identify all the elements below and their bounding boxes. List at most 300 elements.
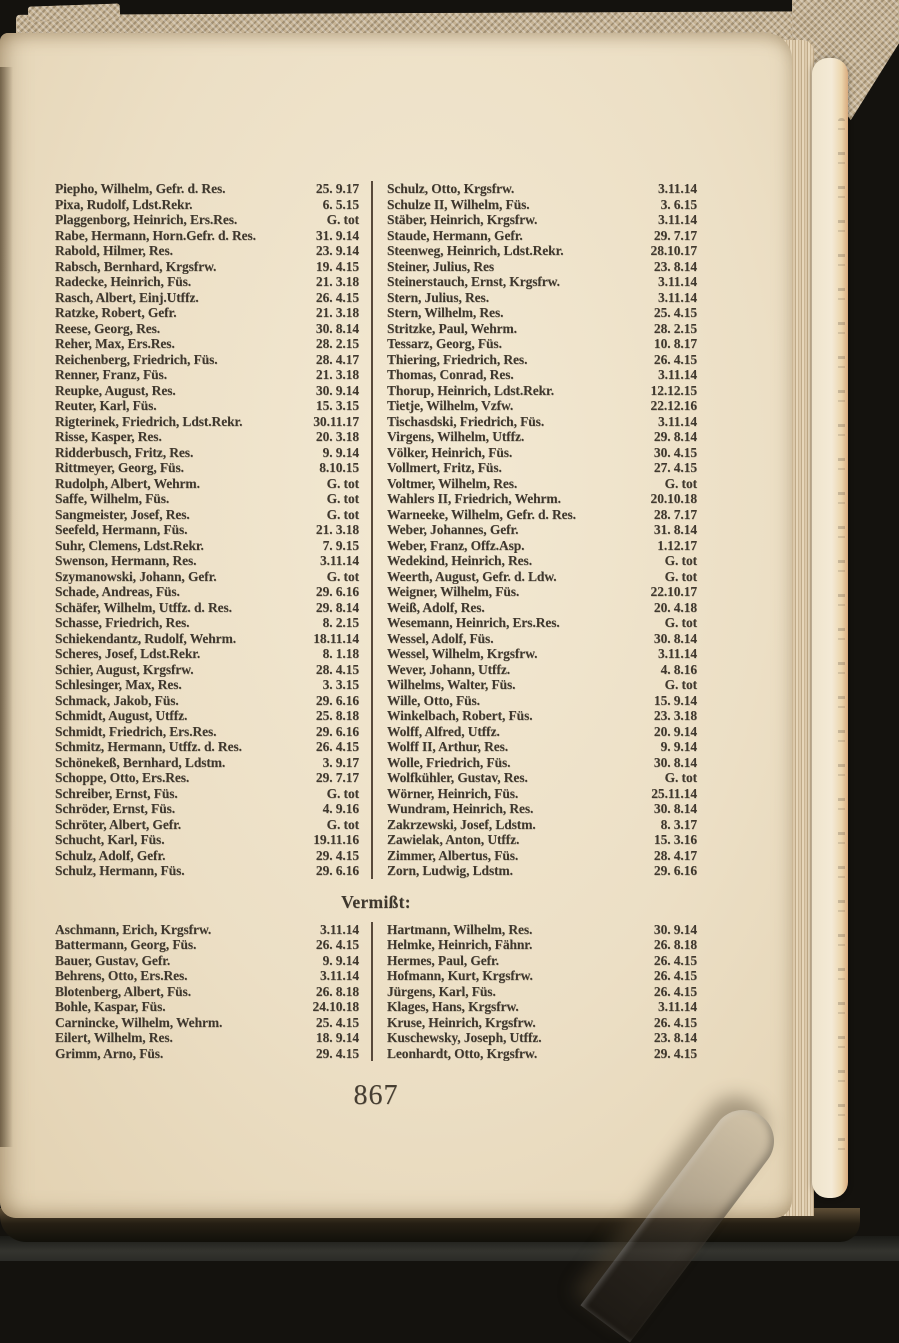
missing-date: 9. 9.14 xyxy=(322,952,359,968)
casualty-entry xyxy=(387,646,697,662)
casualty-date: 3.11.14 xyxy=(657,646,697,661)
casualty-date: G. tot xyxy=(326,491,359,506)
soldier-name: Schreiber, Ernst, Füs. xyxy=(55,785,178,801)
missing-entry xyxy=(55,953,359,969)
casualty-date: 12.12.15 xyxy=(650,382,697,398)
missing-date: 26. 4.15 xyxy=(653,1014,697,1030)
soldier-name: Seefeld, Hermann, Füs. xyxy=(55,522,188,537)
casualty-date: 20. 9.14 xyxy=(653,723,697,739)
casualty-date: 1.12.17 xyxy=(657,537,697,553)
soldier-name: Swenson, Hermann, Res. xyxy=(55,553,197,568)
casualty-date: 3.11.14 xyxy=(657,274,697,289)
casualty-entry xyxy=(387,693,697,709)
casualty-entry xyxy=(55,569,359,585)
soldier-name: Tischasdski, Friedrich, Füs. xyxy=(387,413,545,429)
missing-entry xyxy=(55,1015,359,1031)
soldier-name: Hermes, Paul, Gefr. xyxy=(387,952,499,968)
soldier-name: Schlesinger, Max, Res. xyxy=(55,677,182,692)
missing-date: 26. 4.15 xyxy=(315,937,359,952)
casualty-entry xyxy=(55,786,359,802)
soldier-name: Wesemann, Heinrich, Ers.Res. xyxy=(387,615,560,630)
soldier-name: Reese, Georg, Res. xyxy=(55,320,161,336)
soldier-name: Hartmann, Wilhelm, Res. xyxy=(387,921,533,937)
soldier-name: Helmke, Heinrich, Fähnr. xyxy=(387,937,533,952)
missing-entry xyxy=(387,937,697,953)
casualty-date: 21. 3.18 xyxy=(315,274,359,289)
casualty-date: 28. 7.17 xyxy=(653,506,697,522)
section-heading-vermisst: Vermißt: xyxy=(341,891,411,912)
missing-entry xyxy=(55,937,359,953)
casualty-date: G. tot xyxy=(664,770,697,785)
casualty-date: 9. 9.14 xyxy=(660,739,697,754)
soldier-name: Stäber, Heinrich, Krgsfrw. xyxy=(387,212,538,227)
casualty-entry xyxy=(387,569,697,585)
soldier-name: Steenweg, Heinrich, Ldst.Rekr. xyxy=(387,243,564,258)
soldier-name: Schulz, Hermann, Füs. xyxy=(55,863,185,878)
missing-date: 3.11.14 xyxy=(319,968,359,983)
casualty-date: 29. 4.15 xyxy=(315,847,359,863)
soldier-name: Wundram, Heinrich, Res. xyxy=(387,801,534,816)
casualty-entry xyxy=(387,755,697,771)
casualty-entry xyxy=(55,755,359,771)
soldier-name: Carnincke, Wilhelm, Wehrm. xyxy=(55,1014,223,1030)
casualty-entry xyxy=(387,336,697,352)
casualty-date: 29. 8.14 xyxy=(315,599,359,615)
casualty-entry xyxy=(55,662,359,678)
soldier-name: Jürgens, Karl, Füs. xyxy=(387,983,496,999)
casualty-entry xyxy=(55,677,359,693)
casualty-date: 22.12.16 xyxy=(650,398,697,413)
casualty-date: 3.11.14 xyxy=(657,212,697,227)
casualty-date: 19. 4.15 xyxy=(315,258,359,274)
soldier-name: Leonhardt, Otto, Krgsfrw. xyxy=(387,1045,538,1061)
casualty-entry xyxy=(55,398,359,414)
casualty-entry xyxy=(55,197,359,213)
soldier-name: Bauer, Gustav, Gefr. xyxy=(55,952,171,968)
soldier-name: Schmitz, Hermann, Utffz. d. Res. xyxy=(55,739,242,754)
casualty-entry xyxy=(387,445,697,461)
casualty-entry xyxy=(55,693,359,709)
casualty-entry xyxy=(55,429,359,445)
casualty-entry xyxy=(55,848,359,864)
soldier-name: Wessel, Adolf, Füs. xyxy=(387,630,494,646)
casualty-entry xyxy=(55,584,359,600)
soldier-name: Piepho, Wilhelm, Gefr. d. Res. xyxy=(55,181,226,196)
gutter-shadow xyxy=(0,67,13,1147)
casualty-entry xyxy=(387,212,697,228)
casualty-entry xyxy=(55,615,359,631)
casualty-date: 21. 3.18 xyxy=(315,367,359,382)
casualty-date: 18.11.14 xyxy=(313,630,359,646)
casualty-date: 3.11.14 xyxy=(319,553,359,568)
casualty-date: 3.11.14 xyxy=(657,181,697,196)
casualty-entry xyxy=(55,553,359,569)
soldier-name: Suhr, Clemens, Ldst.Rekr. xyxy=(55,537,204,553)
casualty-entry xyxy=(55,321,359,337)
soldier-name: Weerth, August, Gefr. d. Ldw. xyxy=(387,568,557,584)
casualty-date: 25.11.14 xyxy=(651,785,697,801)
missing-list xyxy=(55,922,697,1062)
casualty-date: 25. 8.18 xyxy=(315,708,359,723)
casualty-entry xyxy=(55,522,359,538)
casualty-date: 30. 8.14 xyxy=(653,630,697,646)
soldier-name: Schulz, Adolf, Gefr. xyxy=(55,847,166,863)
casualty-date: 29. 7.17 xyxy=(653,227,697,243)
casualty-date: 26. 4.15 xyxy=(653,351,697,367)
missing-list-left-column xyxy=(55,922,371,1062)
soldier-name: Steiner, Julius, Res xyxy=(387,258,495,274)
casualty-entry xyxy=(55,259,359,275)
casualty-entry xyxy=(55,352,359,368)
soldier-name: Hofmann, Kurt, Krgsfrw. xyxy=(387,968,533,983)
casualty-date: G. tot xyxy=(326,568,359,584)
casualty-entry xyxy=(55,600,359,616)
soldier-name: Schulze II, Wilhelm, Füs. xyxy=(387,196,530,212)
casualty-entry xyxy=(55,460,359,476)
soldier-name: Schmack, Jakob, Füs. xyxy=(55,692,179,708)
casualty-entry xyxy=(387,243,697,259)
casualty-date: 29. 7.17 xyxy=(315,770,359,785)
casualty-date: G. tot xyxy=(664,553,697,568)
missing-date: 3.11.14 xyxy=(657,999,697,1014)
casualty-date: 21. 3.18 xyxy=(315,522,359,537)
missing-entry xyxy=(55,922,359,938)
casualty-date: 20. 3.18 xyxy=(315,429,359,444)
cloth-binding-top-left xyxy=(28,3,120,21)
soldier-name: Wolff, Alfred, Utffz. xyxy=(387,723,500,739)
soldier-name: Zawielak, Anton, Utffz. xyxy=(387,832,520,847)
missing-date: 29. 4.15 xyxy=(315,1045,359,1061)
casualty-date: 29. 6.16 xyxy=(315,863,359,878)
soldier-name: Wolff II, Arthur, Res. xyxy=(387,739,509,754)
missing-entry xyxy=(55,999,359,1015)
soldier-name: Schulz, Otto, Krgsfrw. xyxy=(387,181,515,196)
casualty-date: G. tot xyxy=(326,816,359,832)
missing-entry xyxy=(387,1046,697,1062)
casualty-date: 28. 2.15 xyxy=(315,336,359,351)
casualty-date: 29. 6.16 xyxy=(653,863,697,878)
missing-entry xyxy=(387,968,697,984)
missing-date: 26. 8.18 xyxy=(315,983,359,999)
casualty-entry xyxy=(387,848,697,864)
soldier-name: Tessarz, Georg, Füs. xyxy=(387,336,502,351)
casualty-entry xyxy=(55,367,359,383)
missing-entry xyxy=(55,1046,359,1062)
casualty-date: 28.10.17 xyxy=(650,243,697,258)
soldier-name: Weigner, Wilhelm, Füs. xyxy=(387,584,520,599)
soldier-name: Reher, Max, Ers.Res. xyxy=(55,336,175,351)
casualty-date: 25. 9.17 xyxy=(315,181,359,196)
casualty-entry xyxy=(387,429,697,445)
casualty-entry xyxy=(55,476,359,492)
casualty-date: 15. 9.14 xyxy=(653,692,697,708)
casualty-entry xyxy=(387,801,697,817)
soldier-name: Stritzke, Paul, Wehrm. xyxy=(387,320,517,336)
casualty-date: 23. 9.14 xyxy=(315,243,359,258)
missing-entry xyxy=(387,922,697,938)
soldier-name: Risse, Kasper, Res. xyxy=(55,429,162,444)
soldier-name: Weiß, Adolf, Res. xyxy=(387,599,485,615)
casualty-entry xyxy=(387,538,697,554)
casualty-date: 7. 9.15 xyxy=(322,537,359,553)
adjacent-page-edge xyxy=(812,58,848,1198)
printed-text-area xyxy=(55,181,697,1112)
missing-entry xyxy=(387,1030,697,1046)
soldier-name: Reupke, August, Res. xyxy=(55,382,176,398)
page-number: 867 xyxy=(353,1080,399,1111)
soldier-name: Schade, Andreas, Füs. xyxy=(55,584,180,599)
soldier-name: Wever, Johann, Utffz. xyxy=(387,661,511,677)
soldier-name: Battermann, Georg, Füs. xyxy=(55,937,197,952)
missing-date: 23. 8.14 xyxy=(653,1030,697,1045)
soldier-name: Vollmert, Fritz, Füs. xyxy=(387,460,502,475)
casualty-date: 26. 4.15 xyxy=(315,739,359,754)
casualty-entry xyxy=(387,181,697,197)
casualty-date: G. tot xyxy=(664,475,697,491)
casualty-entry xyxy=(55,212,359,228)
casualty-date: 9. 9.14 xyxy=(322,444,359,460)
soldier-name: Wille, Otto, Füs. xyxy=(387,692,480,708)
missing-date: 26. 4.15 xyxy=(653,952,697,968)
casualty-entry xyxy=(55,863,359,879)
soldier-name: Wolle, Friedrich, Füs. xyxy=(387,754,511,770)
casualty-entry xyxy=(387,863,697,879)
soldier-name: Wolfkühler, Gustav, Res. xyxy=(387,770,528,785)
casualty-entry xyxy=(55,274,359,290)
soldier-name: Schucht, Karl, Füs. xyxy=(55,832,165,847)
casualty-date: 29. 6.16 xyxy=(315,692,359,708)
missing-date: 18. 9.14 xyxy=(315,1030,359,1045)
casualty-date: 20. 4.18 xyxy=(653,599,697,615)
soldier-name: Steinerstauch, Ernst, Krgsfrw. xyxy=(387,274,560,289)
casualty-entry xyxy=(55,305,359,321)
soldier-name: Schönekeß, Bernhard, Ldstm. xyxy=(55,754,226,770)
casualty-date: 3.11.14 xyxy=(657,289,697,305)
casualty-date: 19.11.16 xyxy=(313,832,359,847)
casualty-entry xyxy=(55,646,359,662)
casualty-entry xyxy=(55,801,359,817)
casualty-date: 23. 8.14 xyxy=(653,258,697,274)
casualty-entry xyxy=(55,538,359,554)
missing-date: 3.11.14 xyxy=(319,921,359,937)
soldier-name: Schmidt, Friedrich, Ers.Res. xyxy=(55,723,217,739)
casualty-date: 30. 8.14 xyxy=(315,320,359,336)
soldier-name: Reichenberg, Friedrich, Füs. xyxy=(55,351,218,367)
missing-entry xyxy=(387,984,697,1000)
missing-entry xyxy=(55,984,359,1000)
soldier-name: Blotenberg, Albert, Füs. xyxy=(55,983,191,999)
missing-list-right-column xyxy=(373,922,697,1062)
soldier-name: Virgens, Wilhelm, Utffz. xyxy=(387,429,525,444)
missing-date: 26. 8.18 xyxy=(653,937,697,952)
casualty-entry xyxy=(387,476,697,492)
soldier-name: Schröder, Ernst, Füs. xyxy=(55,801,176,816)
casualty-date: G. tot xyxy=(326,212,359,227)
casualty-entry xyxy=(387,305,697,321)
missing-entry xyxy=(387,999,697,1015)
casualty-date: 31. 8.14 xyxy=(653,522,697,537)
soldier-name: Rasch, Albert, Einj.Utffz. xyxy=(55,289,199,305)
casualty-date: 31. 9.14 xyxy=(315,227,359,243)
soldier-name: Thomas, Conrad, Res. xyxy=(387,367,514,382)
casualty-entry xyxy=(387,414,697,430)
casualty-date: 8.10.15 xyxy=(319,460,359,475)
casualty-entry xyxy=(387,631,697,647)
casualty-date: G. tot xyxy=(326,506,359,522)
casualty-list-left-column xyxy=(55,181,371,879)
soldier-name: Staude, Hermann, Gefr. xyxy=(387,227,523,243)
missing-date: 30. 9.14 xyxy=(653,921,697,937)
missing-date: 26. 4.15 xyxy=(653,968,697,983)
casualty-date: G. tot xyxy=(664,568,697,584)
casualty-entry xyxy=(387,491,697,507)
casualty-date: 26. 4.15 xyxy=(315,289,359,305)
casualty-entry xyxy=(387,460,697,476)
soldier-name: Saffe, Wilhelm, Füs. xyxy=(55,491,170,506)
soldier-name: Wessel, Wilhelm, Krgsfrw. xyxy=(387,646,538,661)
casualty-list xyxy=(55,181,697,879)
casualty-entry xyxy=(387,817,697,833)
soldier-name: Rudolph, Albert, Wehrm. xyxy=(55,475,200,491)
casualty-date: 29. 8.14 xyxy=(653,429,697,444)
soldier-name: Weber, Johannes, Gefr. xyxy=(387,522,519,537)
casualty-date: G. tot xyxy=(664,615,697,630)
casualty-date: G. tot xyxy=(664,677,697,692)
casualty-entry xyxy=(55,228,359,244)
casualty-date: 29. 6.16 xyxy=(315,584,359,599)
casualty-entry xyxy=(387,290,697,306)
casualty-entry xyxy=(387,724,697,740)
casualty-date: 3.11.14 xyxy=(657,367,697,382)
casualty-entry xyxy=(387,367,697,383)
casualty-entry xyxy=(55,336,359,352)
casualty-entry xyxy=(387,274,697,290)
casualty-entry xyxy=(55,445,359,461)
casualty-date: 10. 8.17 xyxy=(653,336,697,351)
soldier-name: Klages, Hans, Krgsfrw. xyxy=(387,999,519,1014)
casualty-date: 8. 1.18 xyxy=(322,646,359,661)
casualty-date: 3. 3.15 xyxy=(322,677,359,692)
soldier-name: Rittmeyer, Georg, Füs. xyxy=(55,460,184,475)
soldier-name: Renner, Franz, Füs. xyxy=(55,367,167,382)
casualty-date: 4. 9.16 xyxy=(322,801,359,816)
casualty-date: G. tot xyxy=(326,475,359,491)
soldier-name: Plaggenborg, Heinrich, Ers.Res. xyxy=(55,212,238,227)
soldier-name: Sangmeister, Josef, Res. xyxy=(55,506,190,522)
soldier-name: Grimm, Arno, Füs. xyxy=(55,1045,164,1061)
casualty-entry xyxy=(55,770,359,786)
casualty-date: 28. 4.17 xyxy=(653,847,697,863)
soldier-name: Kruse, Heinrich, Krgsfrw. xyxy=(387,1014,536,1030)
casualty-entry xyxy=(387,228,697,244)
missing-date: 25. 4.15 xyxy=(315,1014,359,1030)
casualty-entry xyxy=(387,832,697,848)
soldier-name: Schmidt, August, Utffz. xyxy=(55,708,188,723)
soldier-name: Zimmer, Albertus, Füs. xyxy=(387,847,519,863)
casualty-entry xyxy=(55,832,359,848)
casualty-date: 30.11.17 xyxy=(313,413,359,429)
soldier-name: Zorn, Ludwig, Ldstm. xyxy=(387,863,513,878)
casualty-entry xyxy=(55,724,359,740)
casualty-date: 15. 3.16 xyxy=(653,832,697,847)
soldier-name: Rabe, Hermann, Horn.Gefr. d. Res. xyxy=(55,227,256,243)
soldier-name: Rigterinek, Friedrich, Ldst.Rekr. xyxy=(55,413,243,429)
soldier-name: Schier, August, Krgsfrw. xyxy=(55,661,194,677)
casualty-entry xyxy=(387,553,697,569)
missing-entry xyxy=(387,1015,697,1031)
casualty-date: 30. 8.14 xyxy=(653,801,697,816)
casualty-date: 30. 4.15 xyxy=(653,444,697,460)
casualty-date: 8. 3.17 xyxy=(660,816,697,832)
missing-date: 24.10.18 xyxy=(312,999,359,1014)
soldier-name: Scheres, Josef, Ldst.Rekr. xyxy=(55,646,201,661)
soldier-name: Bohle, Kaspar, Füs. xyxy=(55,999,166,1014)
soldier-name: Weber, Franz, Offz.Asp. xyxy=(387,537,525,553)
soldier-name: Ridderbusch, Fritz, Res. xyxy=(55,444,194,460)
casualty-entry xyxy=(387,507,697,523)
soldier-name: Stern, Wilhelm, Res. xyxy=(387,305,504,320)
soldier-name: Voltmer, Wilhelm, Res. xyxy=(387,475,518,491)
casualty-entry xyxy=(387,662,697,678)
casualty-date: 21. 3.18 xyxy=(315,305,359,320)
casualty-entry xyxy=(387,584,697,600)
casualty-date: 25. 4.15 xyxy=(653,305,697,320)
casualty-entry xyxy=(55,181,359,197)
casualty-date: 15. 3.15 xyxy=(315,398,359,413)
casualty-entry xyxy=(387,383,697,399)
casualty-entry xyxy=(387,615,697,631)
soldier-name: Warneeke, Wilhelm, Gefr. d. Res. xyxy=(387,506,576,522)
casualty-date: 27. 4.15 xyxy=(653,460,697,475)
casualty-entry xyxy=(55,739,359,755)
casualty-entry xyxy=(387,197,697,213)
casualty-entry xyxy=(55,817,359,833)
soldier-name: Schasse, Friedrich, Res. xyxy=(55,615,190,630)
soldier-name: Thiering, Friedrich, Res. xyxy=(387,351,528,367)
soldier-name: Wilhelms, Walter, Füs. xyxy=(387,677,516,692)
casualty-entry xyxy=(55,414,359,430)
casualty-entry xyxy=(387,600,697,616)
casualty-date: 4. 8.16 xyxy=(660,661,697,677)
casualty-entry xyxy=(387,259,697,275)
soldier-name: Schiekendantz, Rudolf, Wehrm. xyxy=(55,630,236,646)
soldier-name: Radecke, Heinrich, Füs. xyxy=(55,274,192,289)
soldier-name: Pixa, Rudolf, Ldst.Rekr. xyxy=(55,196,193,212)
soldier-name: Szymanowski, Johann, Gefr. xyxy=(55,568,217,584)
casualty-date: 6. 5.15 xyxy=(322,196,359,212)
missing-entry xyxy=(55,968,359,984)
soldier-name: Völker, Heinrich, Füs. xyxy=(387,444,513,460)
casualty-entry xyxy=(387,708,697,724)
soldier-name: Wedekind, Heinrich, Res. xyxy=(387,553,532,568)
casualty-date: 22.10.17 xyxy=(650,584,697,599)
soldier-name: Eilert, Wilhelm, Res. xyxy=(55,1030,173,1045)
soldier-name: Winkelbach, Robert, Füs. xyxy=(387,708,533,723)
casualty-date: 30. 8.14 xyxy=(653,754,697,770)
soldier-name: Ratzke, Robert, Gefr. xyxy=(55,305,177,320)
casualty-date: 28. 4.15 xyxy=(315,661,359,677)
casualty-entry xyxy=(387,352,697,368)
soldier-name: Wörner, Heinrich, Füs. xyxy=(387,785,519,801)
casualty-date: 23. 3.18 xyxy=(653,708,697,723)
casualty-entry xyxy=(387,786,697,802)
casualty-entry xyxy=(387,398,697,414)
casualty-date: 29. 6.16 xyxy=(315,723,359,739)
missing-entry xyxy=(387,953,697,969)
casualty-entry xyxy=(387,321,697,337)
casualty-entry xyxy=(55,708,359,724)
soldier-name: Reuter, Karl, Füs. xyxy=(55,398,157,413)
